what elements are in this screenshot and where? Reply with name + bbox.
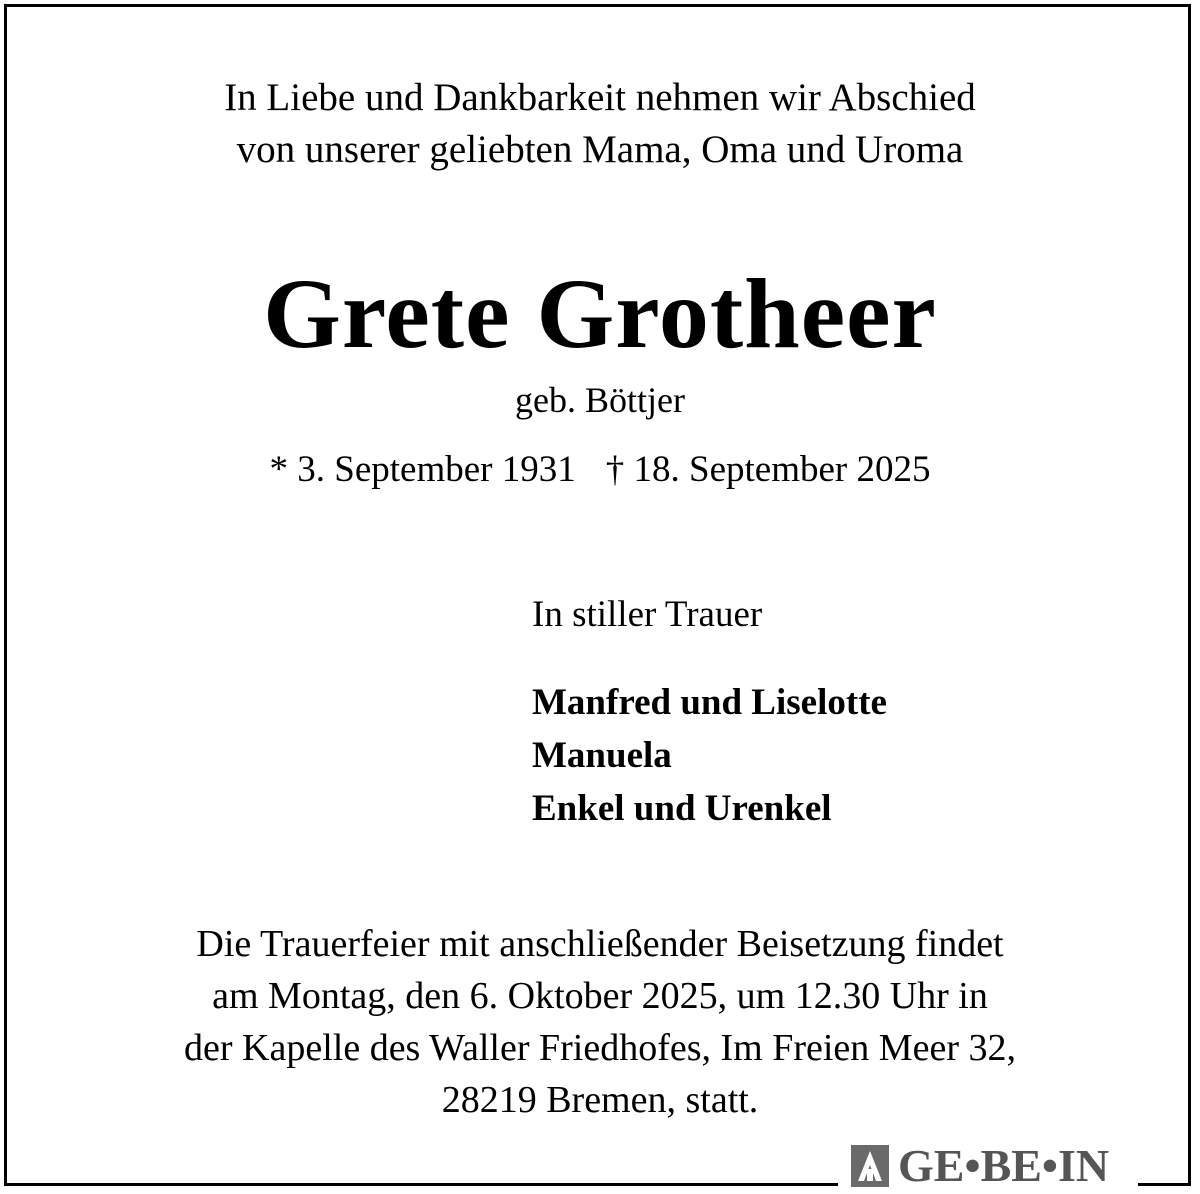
life-dates [0,446,1200,494]
intro-line: In Liebe und Dankbarkeit nehmen wir Abschied [224,76,976,119]
birth-date: * 3. September 1931 [269,449,576,490]
birth-name: geb. Böttjer [515,380,685,420]
gebein-logo [848,1140,1109,1192]
intro-line: von unserer geliebten Mama, Oma und Uroma [236,128,964,171]
gebein-logo-text: GE•BE•IN [898,1140,1110,1191]
intro-text [0,72,1200,176]
gebein-logo-icon [848,1143,892,1189]
service-line: Die Trauerfeier mit anschließender Beisetzung findet [196,923,1004,965]
service-details [0,918,1200,1126]
service-line: der Kapelle des Waller Friedhofes, Im Freien Meer 32, [184,1027,1016,1069]
mourning-heading: In stiller Trauer [532,594,763,635]
deceased-name: Grete Grotheer [263,258,937,369]
mourners-list [532,676,887,835]
publisher-logo-area [838,1138,1138,1194]
service-line: am Montag, den 6. Oktober 2025, um 12.30 Uhr in [212,975,988,1017]
mourner-entry: Manfred und Liselotte [532,682,887,723]
mourner-entry: Manuela [532,735,672,776]
service-line: 28219 Bremen, statt. [441,1079,759,1121]
death-date: † 18. September 2025 [605,449,931,490]
mourner-entry: Enkel und Urenkel [532,788,832,829]
